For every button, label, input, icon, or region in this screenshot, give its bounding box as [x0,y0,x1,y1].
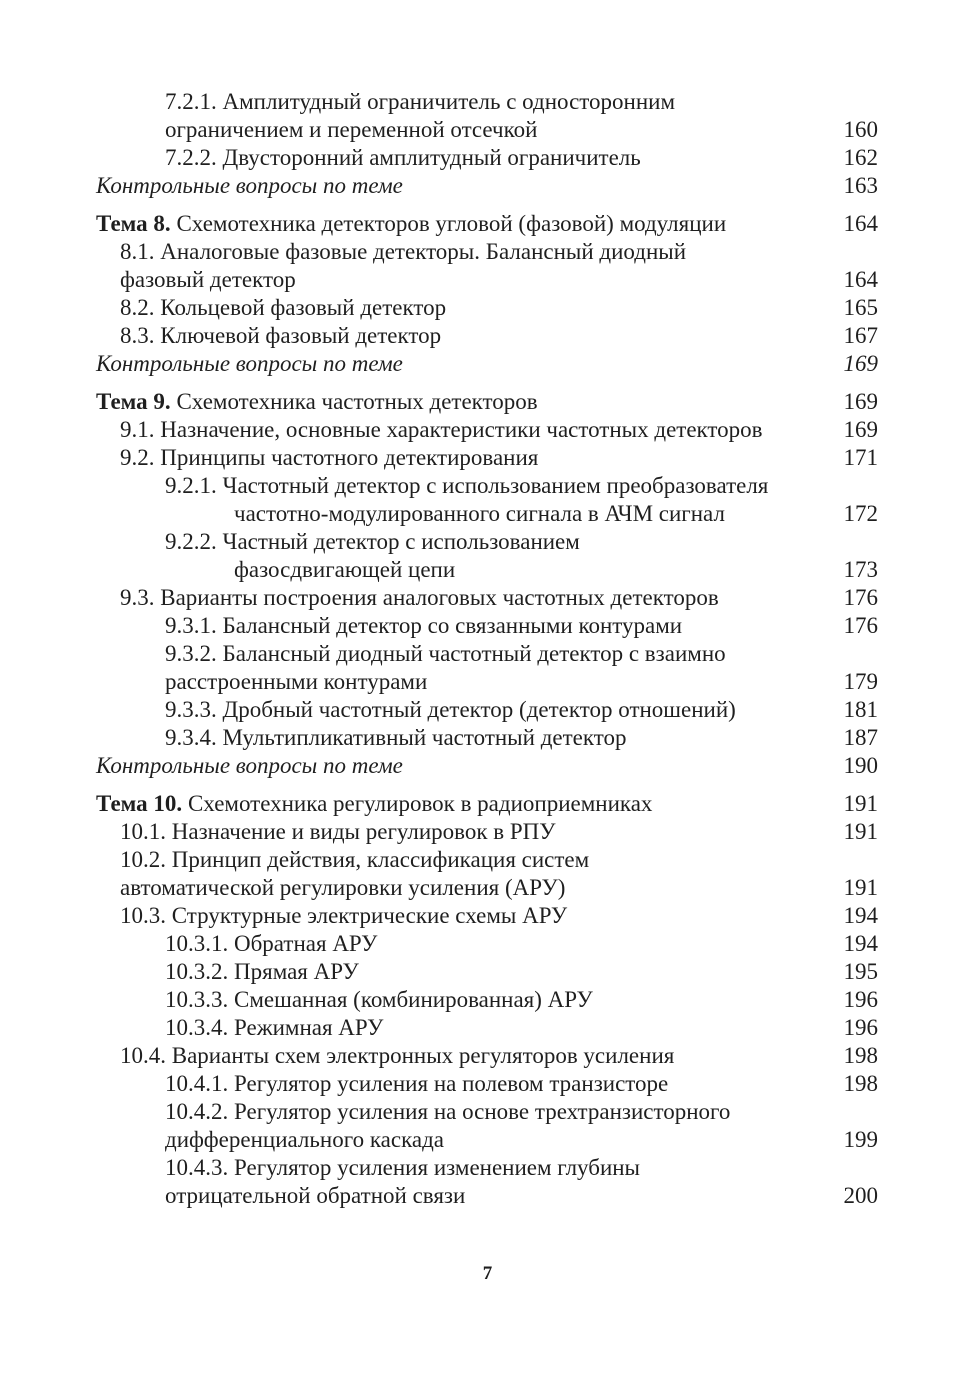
toc-entry-text: 9.1. Назначение, основные характеристики частотных детекторов [120,417,763,442]
toc-entry-9-3-3 [96,696,878,724]
topic-label: Тема 10. [96,791,183,816]
toc-page-number: 176 [843,613,878,638]
toc-page-number: 172 [843,501,878,526]
toc-entry-9-3-1 [96,612,878,640]
toc-page-number: 169 [843,351,878,376]
toc-entry-10-4-2-cont [96,1126,878,1154]
toc-entry-10-2 [96,846,878,874]
toc-entry-text: 10.3. Структурные электрические схемы АРУ [120,903,568,928]
toc-page-number: 198 [843,1071,878,1096]
toc-entry-10-3-1 [96,930,878,958]
toc-entry-text: 10.3.2. Прямая АРУ [165,959,359,984]
toc-entry-7-2-2 [96,144,878,172]
toc-entry-10-2-cont [96,874,878,902]
toc-entry-text: 10.3.3. Смешанная (комбинированная) АРУ [165,987,593,1012]
toc-entry-text: 9.3.2. Балансный диодный частотный детектор с взаимно [165,641,726,666]
toc-page-number: 198 [843,1043,878,1068]
toc-entry-10-3-3 [96,986,878,1014]
toc-entry-9-3-2-cont [96,668,878,696]
toc-page-number: 199 [843,1127,878,1152]
toc-entry-text: 10.1. Назначение и виды регулировок в РПУ [120,819,556,844]
toc-page-number: 191 [843,819,878,844]
toc-page-number: 179 [843,669,878,694]
toc-entry-10-4-3 [96,1154,878,1182]
toc-entry-8-1-cont [96,266,878,294]
topic-title: Схемотехника регулировок в радиоприемниках [187,791,653,816]
toc-page-number: 160 [843,117,878,142]
topic-label: Тема 8. [96,211,171,236]
toc-entry-10-4-2 [96,1098,878,1126]
toc-page-number: 195 [843,959,878,984]
toc-entry-text: 8.1. Аналоговые фазовые детекторы. Балансный диодный [120,239,687,264]
toc-entry-text: 10.4.2. Регулятор усиления на основе трехтранзисторного [165,1099,731,1124]
toc-page-number: 165 [843,295,878,320]
toc-page-number: 171 [843,445,878,470]
toc-entry-text: 10.4.3. Регулятор усиления изменением глубины [165,1155,641,1180]
toc-entry-text: 9.2.1. Частотный детектор с использованием преобразователя [165,473,769,498]
toc-entry-10-3 [96,902,878,930]
toc-entry-9-1 [96,416,878,444]
toc-entry-text: частотно-модулированного сигнала в АЧМ сигнал [234,501,725,526]
toc-entry-text: расстроенными контурами [165,669,428,694]
toc-entry-8-2 [96,294,878,322]
toc-entry-9-2-2-cont [96,556,878,584]
toc-entry-questions-7 [96,172,878,200]
toc-page-number: 190 [843,753,878,778]
toc-entry-text: 9.3.3. Дробный частотный детектор (детектор отношений) [165,697,736,722]
toc-entry-text: 8.3. Ключевой фазовый детектор [120,323,442,348]
toc-page-number: 164 [843,267,878,292]
toc-page-number: 169 [843,417,878,442]
toc-page-number: 187 [843,725,878,750]
topic-title: Схемотехника детекторов угловой (фазовой) модуляции [176,211,727,236]
topic-label: Тема 9. [96,389,171,414]
page-number: 7 [482,1263,493,1284]
toc-entry-9-2-1 [96,472,878,500]
toc-entry-text: Контрольные вопросы по теме [96,753,403,778]
toc-page-number: 200 [843,1183,878,1208]
toc-entry-text: 9.3.4. Мультипликативный частотный детектор [165,725,627,750]
toc-entry-text: 10.2. Принцип действия, классификация систем [120,847,590,872]
toc-entry-text: Контрольные вопросы по теме [96,173,403,198]
toc-entry-10-4 [96,1042,878,1070]
toc-entry-text: 8.2. Кольцевой фазовый детектор [120,295,447,320]
table-of-contents [96,88,878,1210]
toc-entry-text: 9.3. Варианты построения аналоговых частотных детекторов [120,585,719,610]
toc-page-number: 173 [843,557,878,582]
toc-entry-10-3-2 [96,958,878,986]
toc-page-number: 196 [843,1015,878,1040]
toc-topic-8 [96,210,878,238]
toc-entry-text: ограничением и переменной отсечкой [165,117,538,142]
topic-title: Схемотехника частотных детекторов [176,389,538,414]
toc-page-number: 191 [843,791,878,816]
toc-entry-9-2 [96,444,878,472]
toc-entry-9-2-1-cont [96,500,878,528]
toc-page-number: 164 [843,211,878,236]
toc-entry-text: автоматической регулировки усиления (АРУ) [120,875,566,900]
toc-entry-8-3 [96,322,878,350]
toc-entry-7-2-1 [96,88,878,116]
toc-entry-9-3 [96,584,878,612]
toc-entry-text: Контрольные вопросы по теме [96,351,403,376]
toc-entry-text: 9.2. Принципы частотного детектирования [120,445,539,470]
toc-page-number: 162 [843,145,878,170]
toc-entry-9-3-2 [96,640,878,668]
toc-page-number: 194 [843,931,878,956]
toc-page-number: 169 [843,389,878,414]
toc-entry-9-3-4 [96,724,878,752]
toc-entry-7-2-1-cont [96,116,878,144]
toc-entry-text: фазосдвигающей цепи [234,557,456,582]
toc-entry-text: 10.3.4. Режимная АРУ [165,1015,384,1040]
toc-topic-10 [96,790,878,818]
toc-entry-text: отрицательной обратной связи [165,1183,466,1208]
toc-entry-text: 10.3.1. Обратная АРУ [165,931,378,956]
toc-entry-10-3-4 [96,1014,878,1042]
toc-entry-text: 10.4.1. Регулятор усиления на полевом транзисторе [165,1071,669,1096]
toc-page-number: 167 [843,323,878,348]
toc-entry-10-4-1 [96,1070,878,1098]
toc-entry-text: 9.2.2. Частный детектор с использованием [165,529,580,554]
toc-page-number: 163 [843,173,878,198]
toc-entry-text: 10.4. Варианты схем электронных регуляторов усиления [120,1043,675,1068]
toc-entry-text: 7.2.1. Амплитудный ограничитель с односторонним [165,89,676,114]
toc-entry-questions-9 [96,752,878,780]
toc-entry-9-2-2 [96,528,878,556]
toc-page-number: 194 [843,903,878,928]
toc-entry-text: 9.3.1. Балансный детектор со связанными контурами [165,613,683,638]
toc-page-number: 181 [843,697,878,722]
toc-entry-10-1 [96,818,878,846]
toc-entry-text: фазовый детектор [120,267,296,292]
toc-entry-text: дифференциального каскада [165,1127,445,1152]
toc-entry-8-1 [96,238,878,266]
toc-entry-10-4-3-cont [96,1182,878,1210]
toc-page-number: 176 [843,585,878,610]
toc-entry-text: 7.2.2. Двусторонний амплитудный ограничитель [165,145,641,170]
toc-page-number: 191 [843,875,878,900]
toc-entry-questions-8 [96,350,878,378]
toc-topic-9 [96,388,878,416]
toc-page-number: 196 [843,987,878,1012]
